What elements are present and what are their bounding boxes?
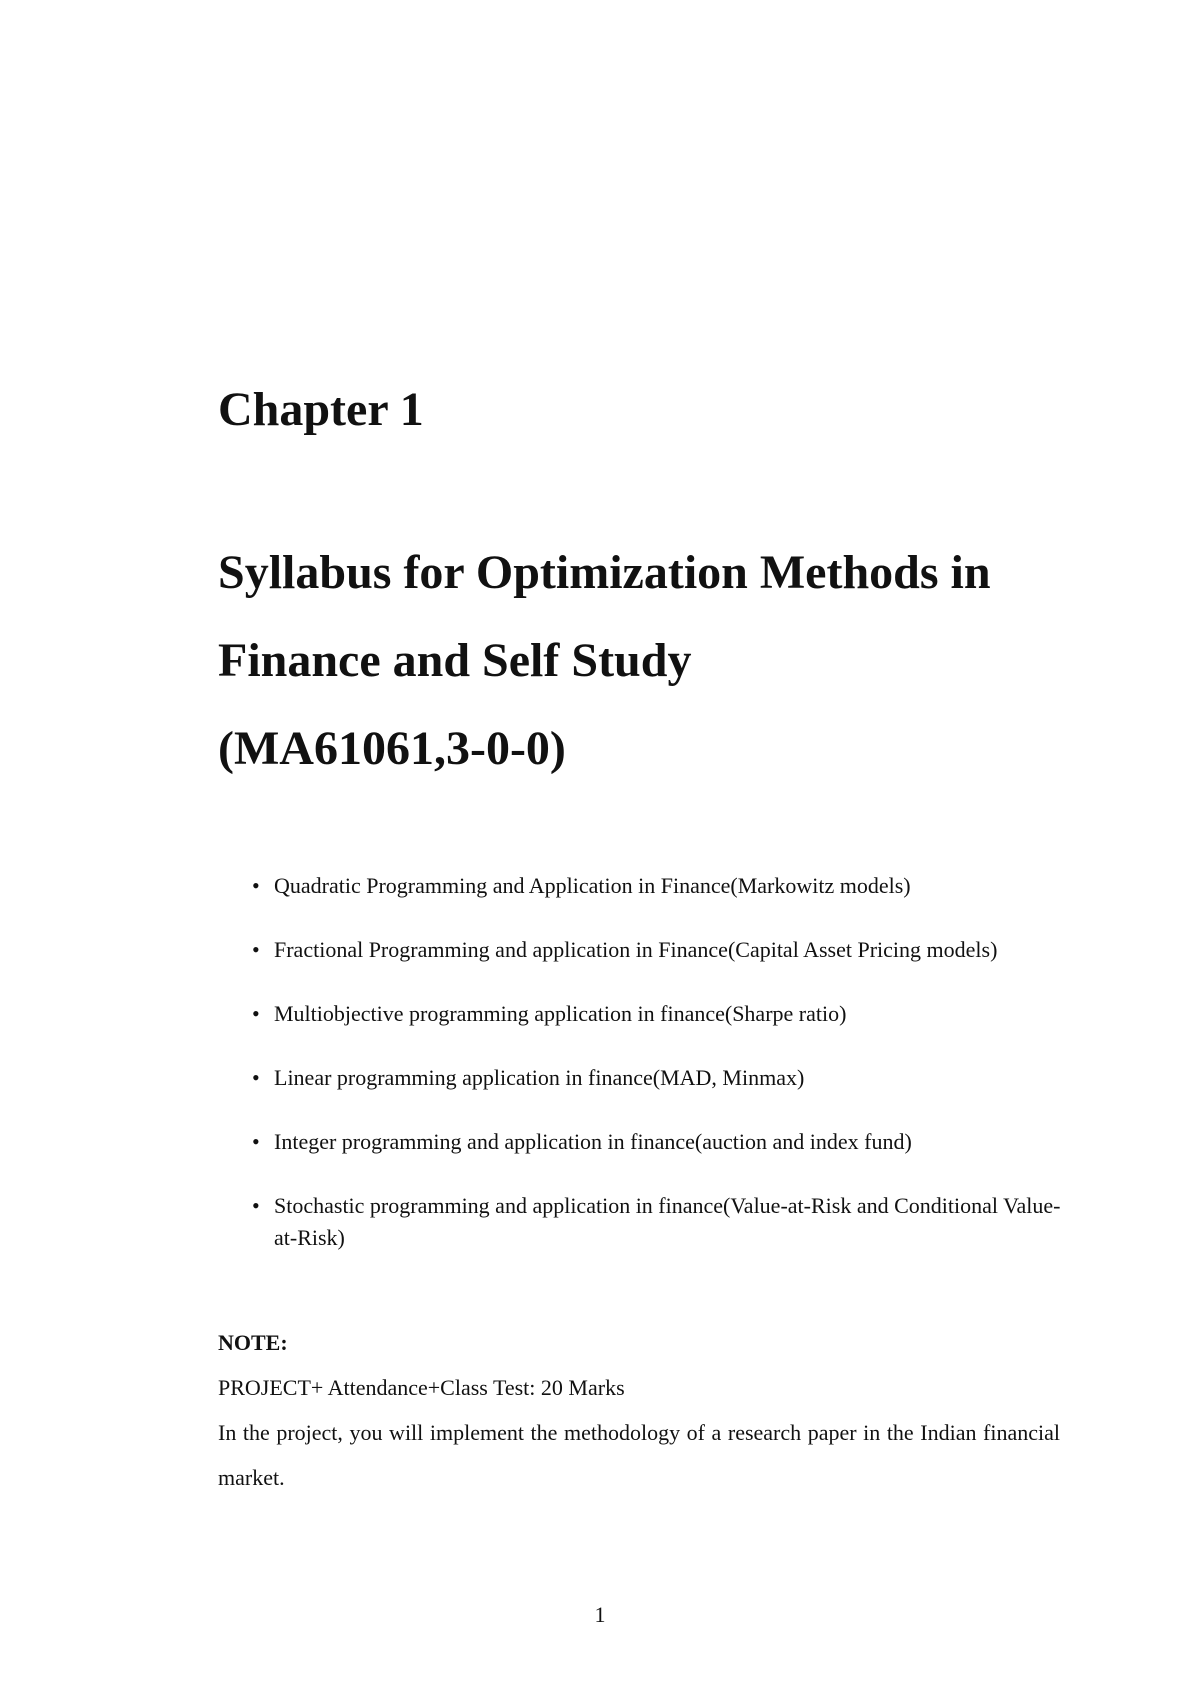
page-number: 1 (594, 1602, 606, 1627)
note-heading: NOTE: (218, 1330, 288, 1355)
topic-text: Linear programming application in finance(MAD, Minmax) (274, 1065, 805, 1090)
project-description: In the project, you will implement the methodology of a research paper in the Indian financial market. (218, 1420, 1060, 1490)
syllabus-topic-list (252, 870, 1082, 1286)
chapter-title (218, 529, 1098, 793)
chapter-label: Chapter 1 (218, 383, 424, 436)
note-section (218, 1320, 1060, 1500)
marks-line: PROJECT+ Attendance+Class Test: 20 Marks (218, 1375, 625, 1400)
list-item (252, 1190, 1082, 1254)
chapter-title-line: (MA61061,3-0-0) (218, 722, 566, 775)
list-item (252, 1062, 1082, 1094)
bullet-icon: • (252, 1193, 260, 1218)
list-item (252, 934, 1082, 966)
list-item (252, 870, 1082, 902)
chapter-title-line: Syllabus for Optimization Methods in (218, 546, 991, 599)
bullet-icon: • (252, 873, 260, 898)
bullet-icon: • (252, 937, 260, 962)
topic-text: Stochastic programming and application in finance(Value-at-Risk and Conditional Value-at-Risk) (274, 1193, 1061, 1250)
bullet-icon: • (252, 1065, 260, 1090)
list-item (252, 1126, 1082, 1158)
topic-text: Multiobjective programming application in finance(Sharpe ratio) (274, 1001, 847, 1026)
topic-text: Integer programming and application in finance(auction and index fund) (274, 1129, 912, 1154)
chapter-title-line: Finance and Self Study (218, 634, 692, 687)
topic-text: Fractional Programming and application in Finance(Capital Asset Pricing models) (274, 937, 998, 962)
bullet-icon: • (252, 1129, 260, 1154)
topic-text: Quadratic Programming and Application in Finance(Markowitz models) (274, 873, 911, 898)
list-item (252, 998, 1082, 1030)
bullet-icon: • (252, 1001, 260, 1026)
